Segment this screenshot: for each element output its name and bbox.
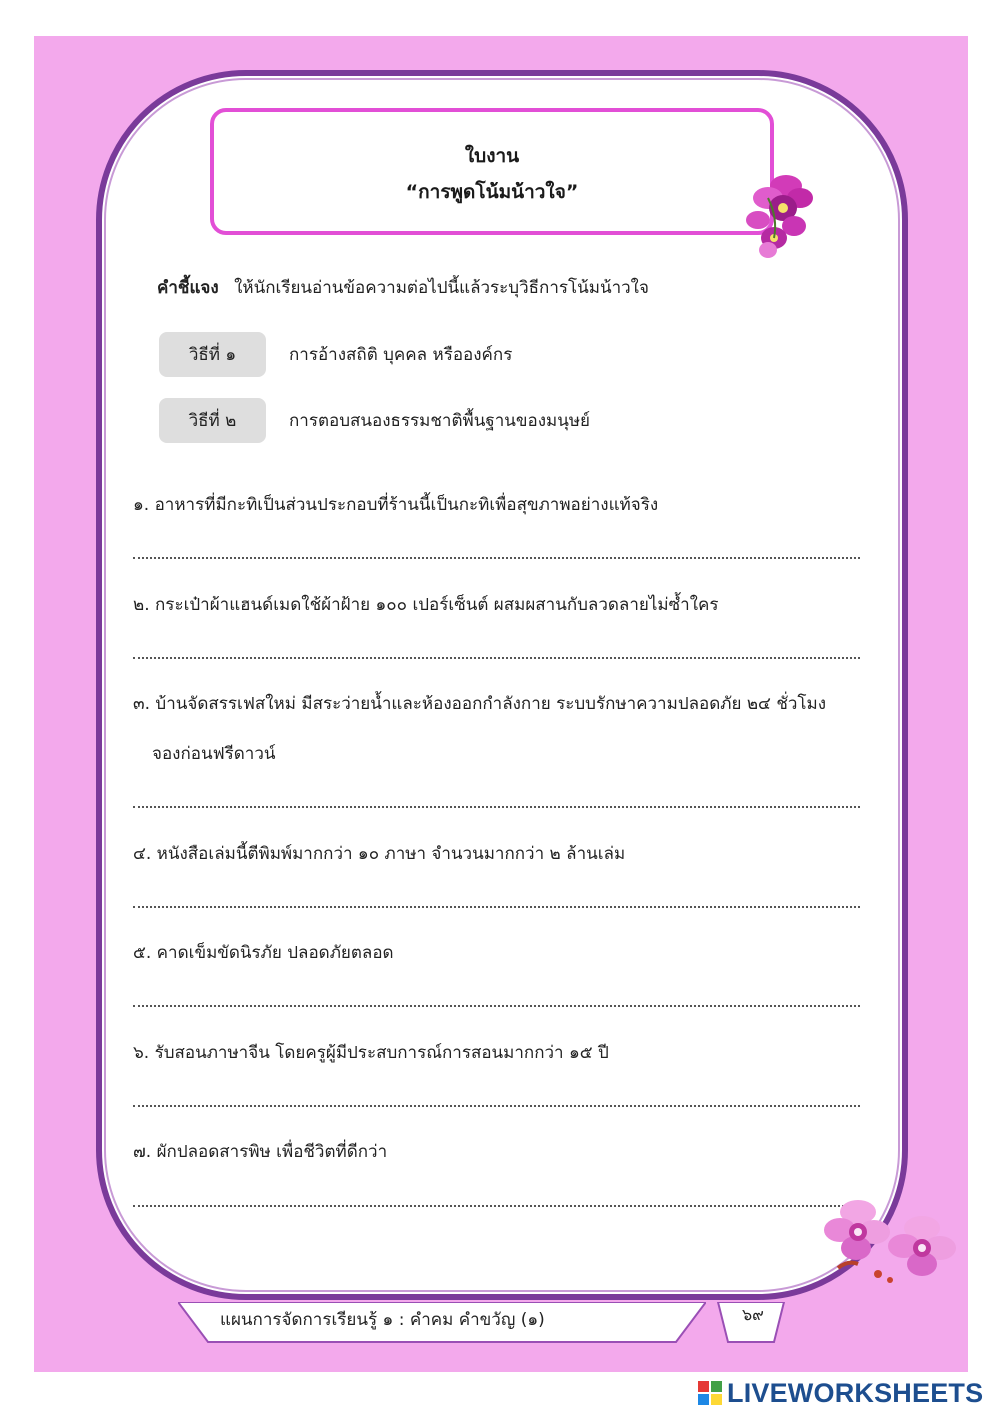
worksheet-title: ใบงาน [464,145,520,167]
method-badge: วิธีที่ ๒ [159,398,266,443]
question-6: ๖. รับสอนภาษาจีน โดยครูผู้มีประสบการณ์การสอนมากกว่า ๑๕ ปี [133,1043,609,1063]
answer-line-2[interactable] [133,657,860,659]
page-number: ๖๙ [742,1305,764,1324]
question-5: ๕. คาดเข็มขัดนิรภัย ปลอดภัยตลอด [133,943,394,963]
answer-line-7[interactable] [133,1205,860,1207]
instruction-text: ให้นักเรียนอ่านข้อความต่อไปนี้แล้วระบุวิธีการโน้มน้าวใจ [234,278,649,298]
footer-lesson-plan: แผนการจัดการเรียนรู้ ๑ : คำคม คำขวัญ (๑) [220,1310,545,1330]
liveworksheets-logo-icon [697,1380,723,1406]
orchid-flowers-icon [818,1190,968,1290]
method-text: การอ้างสถิติ บุคคล หรือองค์กร [289,345,513,365]
answer-line-6[interactable] [133,1105,860,1107]
instruction-label: คำชี้แจง [157,278,219,298]
question-3: ๓. บ้านจัดสรรเฟสใหม่ มีสระว่ายน้ำและห้องออกกำลังกาย ระบบรักษาความปลอดภัย ๒๔ ชั่วโมง [133,694,827,714]
method-badge: วิธีที่ ๑ [159,332,266,377]
method-text: การตอบสนองธรรมชาติพื้นฐานของมนุษย์ [289,411,590,431]
answer-line-5[interactable] [133,1005,860,1007]
title-box [210,108,774,235]
question-2: ๒. กระเป๋าผ้าแฮนด์เมดใช้ผ้าฝ้าย ๑๐๐ เปอร์เซ็นต์ ผสมผสานกับลวดลายไม่ซ้ำใคร [133,595,719,615]
method-row-2 [159,398,590,443]
answer-line-3[interactable] [133,806,860,808]
orchid-flower-icon [728,168,818,263]
method-row-1 [159,332,512,377]
brand-name: LIVEWORKSHEETS [727,1377,984,1408]
question-7: ๗. ผักปลอดสารพิษ เพื่อชีวิตที่ดีกว่า [133,1142,388,1162]
question-1: ๑. อาหารที่มีกะทิเป็นส่วนประกอบที่ร้านนี้เป็นกะทิเพื่อสุขภาพอย่างแท้จริง [133,495,659,515]
worksheet-subtitle: “การพูดโน้มน้าวใจ” [405,181,579,203]
question-3-continued: จองก่อนฟรีดาวน์ [152,744,276,764]
answer-line-4[interactable] [133,906,860,908]
instruction-line [157,274,649,301]
answer-line-1[interactable] [133,557,860,559]
question-4: ๔. หนังสือเล่มนี้ตีพิมพ์มากกว่า ๑๐ ภาษา จำนวนมากกว่า ๒ ล้านเล่ม [133,844,626,864]
liveworksheets-brand [697,1378,983,1408]
